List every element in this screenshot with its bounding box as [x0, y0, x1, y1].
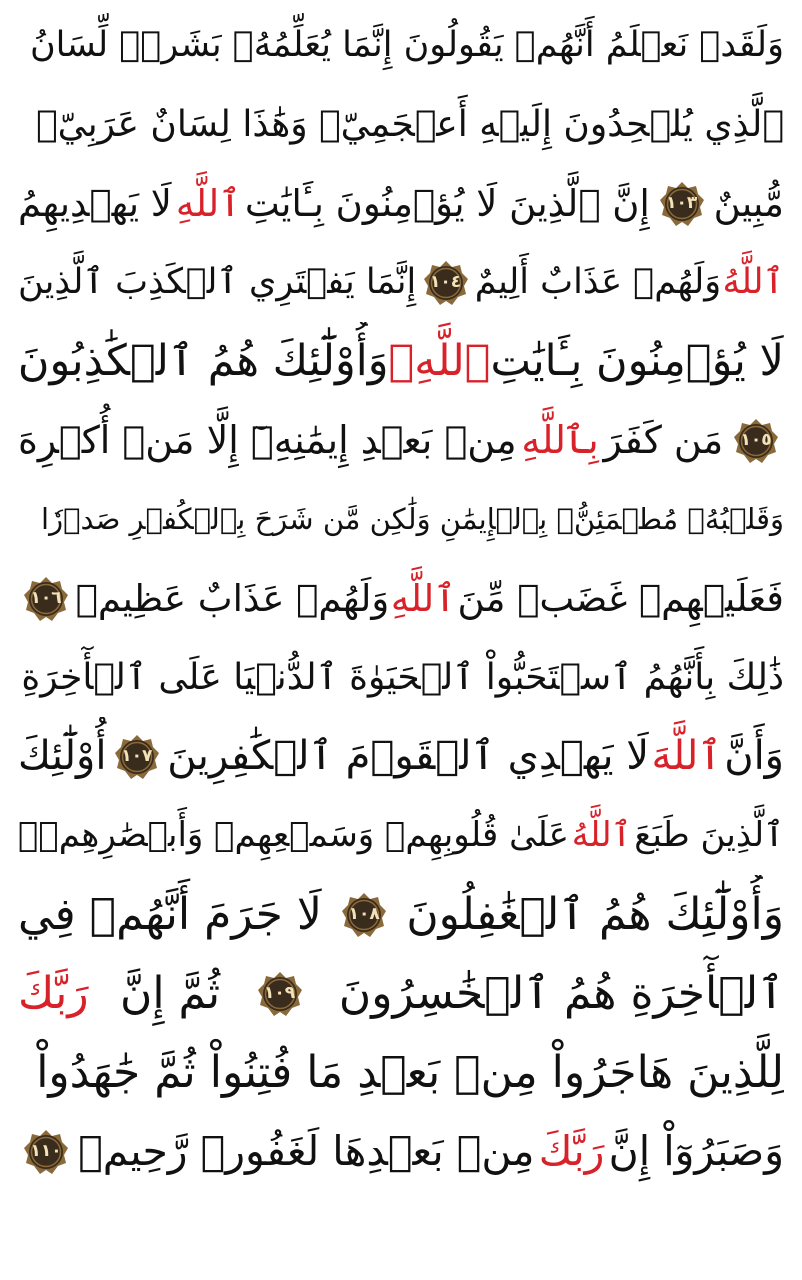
verse-text: فَعَلَيۡهِمۡ غَضَبٞ مِّنَ	[457, 577, 784, 620]
ayah-number: ١٠٧	[121, 746, 153, 766]
verse-line	[18, 85, 784, 164]
verse-text: لَا يُؤۡمِنُونَ بِـَٔايَٰتِ	[490, 336, 784, 386]
verse-text: ثُمَّ إِنَّ	[120, 968, 221, 1019]
verse-text: وَلَهُمۡ عَذَابٌ أَلِيمٌ	[474, 262, 722, 302]
verse-text: وَأَنَّ	[724, 733, 784, 779]
divine-name-text: ٱللَّهِ	[175, 182, 241, 225]
verse-line	[18, 6, 784, 85]
ayah-end-marker-icon	[256, 970, 304, 1018]
verse-line	[18, 322, 784, 401]
divine-name-text: ٱللَّهَ	[651, 733, 722, 779]
ayah-end-marker-icon	[113, 733, 161, 781]
ayah-number: ١٠٥	[740, 430, 772, 450]
verse-text: لَا يَهۡدِيهِمُ	[18, 182, 172, 225]
verse-text: وَقَلۡبُهُۥ مُطۡمَئِنُّۢ بِٱلۡإِيمَٰنِ وَلَٰكِن مَّن شَرَحَ بِٱلۡكُفۡرِ صَدۡرٗا	[41, 502, 784, 536]
verse-text: إِنَّ ٱلَّذِينَ لَا يُؤۡمِنُونَ بِـَٔايَٰتِ	[244, 182, 650, 225]
verse-text: ذَٰلِكَ بِأَنَّهُمُ ٱسۡتَحَبُّواْ ٱلۡحَيَوٰةَ ٱلدُّنۡيَا عَلَى ٱلۡأٓخِرَةِ	[21, 657, 784, 698]
verse-line	[18, 1033, 784, 1112]
ayah-end-marker-icon	[658, 180, 706, 228]
divine-name-text: بِٱللَّهِ	[521, 418, 599, 462]
ayah-end-marker-icon	[422, 259, 470, 307]
ayah-end-marker-icon	[732, 417, 780, 465]
verse-text: وَصَبَرُوٓاْ إِنَّ	[608, 1127, 784, 1175]
verse-line	[18, 875, 784, 954]
verse-text: لِلَّذِينَ هَاجَرُواْ مِنۢ بَعۡدِ مَا فُتِنُواْ ثُمَّ جَٰهَدُواْ	[36, 1047, 784, 1098]
divine-name-text: رَبَّكَ	[538, 1127, 605, 1175]
verse-text: مِنۢ بَعۡدِ إِيمَٰنِهِۦٓ إِلَّا مَنۡ أُكۡرِهَ	[18, 418, 517, 462]
verse-text: مِنۢ بَعۡدِهَا لَغَفُورٞ رَّحِيمٞ	[78, 1127, 535, 1175]
verse-text: وَلَقَدۡ نَعۡلَمُ أَنَّهُمۡ يَقُولُونَ إِنَّمَا يُعَلِّمُهُۥ بَشَرٞۗ لِّسَانُ	[29, 25, 784, 65]
ayah-number: ١٠٨	[348, 904, 380, 924]
divine-name-text: ٱللَّهُ	[571, 815, 632, 855]
verse-line	[18, 480, 784, 559]
verse-text: لَا جَرَمَ أَنَّهُمۡ فِي	[18, 889, 322, 940]
verse-text: ٱلۡأٓخِرَةِ هُمُ ٱلۡخَٰسِرُونَ	[338, 968, 784, 1019]
verse-text: وَأُوْلَٰٓئِكَ هُمُ ٱلۡكَٰذِبُونَ	[18, 336, 389, 386]
divine-name-text: رَبَّكَ	[18, 968, 89, 1019]
ayah-number: ١٠٦	[30, 588, 62, 608]
divine-name-text: ٱللَّهُ	[722, 262, 784, 302]
divine-name-text: ٱللَّهِ	[390, 577, 456, 620]
ayah-end-marker-icon	[22, 575, 70, 623]
verse-line	[18, 401, 784, 480]
verse-line	[18, 717, 784, 796]
ayah-number: ١٠٩	[263, 983, 296, 1003]
verse-text: عَلَىٰ قُلُوبِهِمۡ وَسَمۡعِهِمۡ وَأَبۡصَٰرِهِمۡۖ	[18, 815, 569, 855]
verse-line	[18, 1112, 784, 1191]
verse-line	[18, 954, 784, 1033]
verse-text: ٱلَّذِينَ طَبَعَ	[634, 815, 784, 855]
verse-line	[18, 243, 784, 322]
ayah-number: ١١٠	[30, 1141, 62, 1161]
ayah-number: ١٠٣	[666, 193, 698, 213]
verse-line	[18, 638, 784, 717]
verse-text: لَا يَهۡدِي ٱلۡقَوۡمَ ٱلۡكَٰفِرِينَ	[167, 733, 650, 779]
verse-text: أُوْلَٰٓئِكَ	[18, 733, 107, 779]
ayah-end-marker-icon	[22, 1128, 70, 1176]
verse-line	[18, 796, 784, 875]
ayah-number: ١٠٤	[429, 272, 462, 292]
verse-text: ٱلَّذِي يُلۡحِدُونَ إِلَيۡهِ أَعۡجَمِيّٞ وَهَٰذَا لِسَانٌ عَرَبِيّٞ	[35, 104, 784, 145]
verse-line	[18, 559, 784, 638]
verse-text: إِنَّمَا يَفۡتَرِي ٱلۡكَذِبَ ٱلَّذِينَ	[18, 262, 417, 302]
verse-text: وَلَهُمۡ عَذَابٌ عَظِيمٞ	[75, 577, 390, 620]
verse-text: وَأُوْلَٰٓئِكَ هُمُ ٱلۡغَٰفِلُونَ	[406, 889, 784, 940]
verse-text: مُّبِينٌ	[713, 182, 784, 225]
ayah-end-marker-icon	[340, 891, 388, 939]
verse-text: مَن كَفَرَ	[603, 418, 724, 462]
verse-line	[18, 164, 784, 243]
divine-name-text: ٱللَّهِۖ	[388, 336, 491, 386]
